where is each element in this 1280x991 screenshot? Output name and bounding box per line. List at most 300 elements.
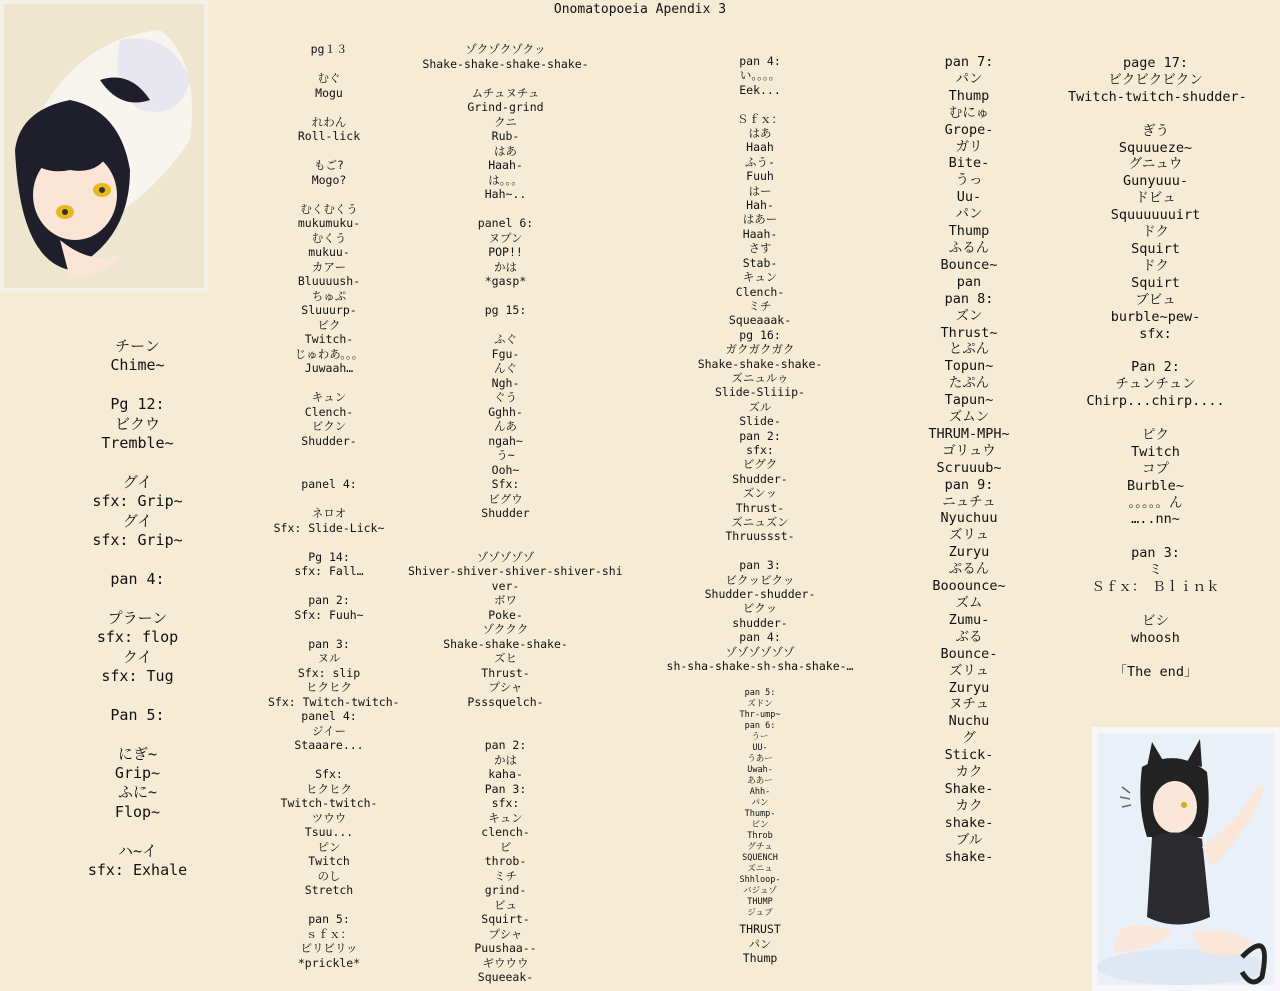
sfx-line: Nuchu (948, 713, 990, 730)
sfx-line: pan 3: (308, 636, 350, 651)
sfx-line: sfx: (746, 442, 774, 457)
sfx-line: Pg 14: (308, 549, 350, 564)
sfx-line: shake- (944, 814, 994, 831)
sfx-line: Throb (747, 831, 773, 841)
sfx-line: kaha- (488, 767, 523, 781)
sfx-line: Hah~.. (484, 187, 527, 201)
sfx-line: ふぐ (494, 332, 517, 346)
sfx-line: ドク (1142, 257, 1169, 274)
sfx-line: Haah (746, 140, 774, 155)
sfx-line: ビン (751, 820, 769, 830)
sfx-line: ngah~ (488, 433, 523, 448)
sfx-line (268, 187, 390, 202)
sfx-line: うー (751, 732, 769, 742)
sfx-line: page 17: (1122, 55, 1189, 71)
sfx-line: ビグク (742, 457, 778, 472)
sfx-line: Scruuub~ (936, 459, 1002, 476)
sfx-line: Tremble~ (101, 434, 174, 453)
sfx-line: ニュチュ (942, 493, 996, 510)
sfx-line: ビ (499, 839, 512, 854)
sfx-line: Gunyuuu- (1122, 173, 1189, 190)
sfx-line: ズリュ (948, 662, 990, 679)
sfx-line: sfx: (1139, 325, 1172, 342)
sfx-line: Tapun~ (944, 392, 994, 409)
sfx-line: プラーン (107, 608, 168, 627)
sfx-line: panel 4: (301, 709, 357, 723)
sfx-line: コプ (1142, 460, 1169, 477)
sfx-line: ズニュ (747, 864, 773, 874)
sfx-line (60, 686, 215, 705)
sfx-line: ver- (491, 578, 520, 593)
sfx-line: pan 6: (744, 721, 776, 731)
sfx-line: ツウウ (311, 810, 347, 825)
sfx-line: ドク (1142, 224, 1169, 241)
sfx-line: whoosh (1131, 629, 1180, 646)
sfx-line: カク (955, 797, 983, 814)
sfx-line (1068, 596, 1243, 613)
sfx-line: んあ (494, 419, 517, 433)
sfx-line: い。。。。 (739, 68, 781, 83)
sfx-line: チュンチュン (1115, 376, 1196, 393)
sfx-line: ミチ (494, 868, 517, 883)
sfx-line: もご? (314, 158, 344, 172)
sfx-line: じゅわあ。。。 (294, 346, 364, 361)
sfx-line: Twitch-twitch- (280, 796, 378, 810)
sfx-line: にぎ~ (117, 744, 158, 763)
sfx-line: Puushaa-- (474, 941, 537, 955)
sfx-line: カアー (311, 259, 347, 274)
sfx-line: はあ (494, 143, 517, 158)
sfx-line: ゾゾゾゾゾ (476, 549, 535, 564)
sfx-line: さす (748, 241, 772, 256)
sfx-line: Squuuuuuirt (1110, 207, 1201, 224)
sfx-line: クニ (494, 114, 517, 129)
sfx-line: Shudder- (301, 433, 357, 448)
sfx-line: ズヒ (494, 651, 517, 665)
sfx-line: はー (748, 183, 772, 198)
sfx-column-4-tail (720, 922, 800, 966)
sfx-line: ビクビクビクン (1108, 71, 1203, 88)
sfx-line: Mogu (315, 85, 343, 100)
sfx-line: ちゅぷ (311, 288, 347, 303)
sfx-line: sfx: Fall… (294, 564, 364, 578)
sfx-line: Sfx: Twitch-twitch- (268, 694, 400, 709)
illustration-art (1092, 727, 1280, 991)
sfx-line (1068, 647, 1243, 664)
sfx-line: ビク (317, 317, 341, 332)
sfx-line: パン (748, 936, 772, 951)
sfx-line: Shiver-shiver-shiver-shiver-shi (408, 564, 623, 578)
sfx-line (268, 376, 390, 391)
sfx-line: は。。。 (488, 172, 523, 187)
sfx-column-1 (60, 337, 215, 880)
sfx-line (60, 822, 215, 841)
sfx-line: プシャ (488, 680, 523, 694)
sfx-line: ブビュ (1135, 291, 1176, 308)
sfx-line: Hah- (746, 198, 774, 213)
sfx-line: キュン (742, 270, 778, 285)
sfx-line: ビリビリッ (300, 941, 358, 955)
sfx-line (660, 544, 860, 558)
sfx-line: ボワ (494, 593, 517, 607)
sfx-line: ズニュルゥ (731, 370, 789, 385)
sfx-line: shake- (944, 848, 994, 865)
sfx-line: Zuryu (948, 679, 990, 696)
sfx-line: ガリ (955, 138, 983, 155)
sfx-line: ビュ (494, 897, 517, 912)
sfx-line: sfx: Tug (101, 666, 174, 685)
sfx-line: ｓｆｘ： (306, 926, 352, 941)
sfx-line: ビシ (1142, 612, 1169, 629)
sfx-line: pan 5: (744, 688, 776, 698)
sfx-line: Nyuchuu (940, 510, 998, 527)
sfx-line: Squeaaak- (728, 313, 792, 328)
sfx-line: Twitch (1131, 443, 1180, 460)
sfx-line: Shake-shake-shake-shake- (422, 56, 589, 71)
sfx-line: ミチ (748, 298, 772, 313)
sfx-line: ふるん (948, 239, 990, 256)
sfx-column-4 (660, 54, 860, 673)
sfx-line (268, 463, 390, 478)
sfx-line: Shake-shake-shake- (443, 636, 568, 651)
sfx-column-2 (268, 42, 400, 970)
sfx-line: ぎう (1142, 122, 1169, 139)
sfx-line: Squirt- (481, 912, 530, 926)
sfx-line: POP!! (488, 245, 523, 259)
sfx-column-4-small (720, 688, 800, 919)
sfx-line: Ｓｆｘ： Ｂｌｉｎｋ (1091, 579, 1220, 596)
sfx-line: Squuueze~ (1118, 139, 1193, 156)
sfx-line: Thrust- (735, 500, 785, 515)
sfx-line (408, 318, 603, 333)
sfx-line (1068, 528, 1243, 545)
sfx-line: ギウウウ (482, 955, 529, 970)
sfx-line: sfx: Grip~ (92, 492, 183, 511)
sfx-line: たぷん (948, 375, 990, 392)
sfx-line: うあー (747, 754, 773, 764)
sfx-line: ゾゾゾゾゾゾ (725, 644, 795, 659)
sfx-line: れわん (311, 114, 347, 129)
sfx-line: Sfx: (491, 477, 520, 491)
sfx-line: かは (494, 259, 517, 274)
sfx-line: Zumu- (948, 611, 990, 628)
sfx-line: グイ (122, 472, 153, 491)
sfx-line: Squeeak- (477, 970, 534, 984)
sfx-line: ピク (1142, 426, 1169, 443)
sfx-line: pan 7: (944, 54, 994, 70)
sfx-line: pg１３ (310, 42, 348, 56)
sfx-line (408, 521, 603, 536)
sfx-line: pg 15: (484, 303, 527, 317)
sfx-line: pan 2: (484, 738, 527, 752)
sfx-line: THRUST (739, 922, 781, 936)
sfx-line (60, 725, 215, 744)
sfx-line: sh-sha-shake-sh-sha-shake-… (666, 659, 854, 674)
sfx-line: Sluuurp- (301, 303, 357, 317)
sfx-line: Thr-ump~ (739, 710, 781, 720)
sfx-line: はあ (748, 126, 772, 141)
sfx-line (660, 97, 860, 111)
sfx-line: Bounce~ (940, 256, 998, 273)
sfx-line: ズム (955, 595, 983, 611)
sfx-line: Thruussst- (725, 529, 795, 544)
sfx-line (60, 453, 215, 472)
sfx-line: Stretch (304, 883, 354, 897)
sfx-line: むくむくう (300, 201, 358, 216)
sfx-line: mukumuku- (297, 216, 361, 230)
sfx-line: ビグウ (488, 491, 523, 506)
sfx-line: ヒクヒク (306, 781, 352, 796)
sfx-line: pan 4: (739, 630, 781, 645)
sfx-line: Ngh- (491, 375, 520, 390)
sfx-line: バジュゾ (743, 886, 777, 896)
sfx-line (268, 144, 390, 159)
sfx-line (60, 376, 215, 395)
sfx-line: Chirp...chirp.... (1086, 393, 1225, 410)
sfx-line: Shhloop- (739, 875, 781, 885)
sfx-line: Stick- (944, 747, 994, 764)
sfx-line: Shudder-shudder- (704, 587, 816, 602)
sfx-line: sfx: Grip~ (92, 531, 183, 550)
sfx-line: カク (955, 764, 983, 781)
sfx-line: ガクガクガク (725, 342, 795, 357)
sfx-line: panel 6: (477, 216, 534, 230)
sfx-line: ふう- (745, 154, 775, 169)
sfx-line: ズドン (747, 699, 773, 709)
sfx-line: Haah- (742, 226, 778, 241)
sfx-line (1068, 106, 1243, 123)
sfx-line: Gghh- (488, 404, 523, 419)
sfx-line: Thump- (744, 809, 776, 819)
sfx-line: Haah- (488, 158, 523, 172)
sfx-line: Stab- (742, 255, 778, 270)
sfx-line (268, 57, 390, 72)
sfx-line: グチュ (747, 842, 773, 852)
sfx-line: Squirt (1131, 274, 1180, 291)
sfx-line: pan 4: (739, 54, 781, 68)
sfx-line: Shake-shake-shake- (697, 356, 823, 371)
sfx-line: Squirt (1131, 240, 1180, 257)
sfx-line: ゾクゾクゾクッ (465, 42, 546, 56)
sfx-line: Bluuuush- (297, 274, 361, 288)
sfx-line: Pan 2: (1131, 359, 1180, 376)
sfx-line (60, 589, 215, 608)
sfx-line: …..nn~ (1131, 511, 1180, 528)
sfx-line: ヒクヒク (306, 680, 352, 694)
sfx-line: sfx: flop (96, 628, 179, 647)
sfx-line: Bounce- (940, 645, 998, 662)
sfx-line: Thrust- (481, 665, 530, 680)
sfx-line: グ (962, 730, 976, 747)
sfx-line: *prickle* (297, 955, 361, 970)
sfx-line (268, 622, 390, 637)
sfx-line: ビクン (311, 419, 347, 433)
sfx-line: Sfx: slip (297, 665, 361, 680)
sfx-line: グニュウ (1128, 156, 1183, 173)
sfx-line: Twitch-twitch-shudder- (1068, 88, 1247, 105)
sfx-line: Rub- (491, 129, 520, 143)
sfx-line: Fgu- (491, 346, 520, 361)
sfx-line: Eek... (739, 82, 781, 97)
sfx-line: ズニュズン (731, 515, 789, 529)
sfx-line: ゴリュウ (942, 442, 996, 459)
sfx-line: Thump (948, 87, 990, 104)
sfx-line: Zuryu (948, 544, 990, 561)
sfx-line: はあー (742, 212, 778, 227)
sfx-line: ぶる (955, 628, 983, 645)
sfx-line: グイ (122, 511, 153, 530)
sfx-line: ズン (955, 307, 983, 324)
sfx-line: Ahh- (749, 787, 771, 797)
sfx-line: Bite- (948, 155, 990, 172)
sfx-line: ピン (317, 839, 341, 854)
sfx-line: ヌル (317, 651, 341, 665)
sfx-line: Sfx: Fuuh~ (294, 607, 364, 622)
sfx-line: UU- (752, 743, 768, 753)
sfx-line: Burble~ (1127, 477, 1184, 494)
sfx-line: Thump (742, 951, 778, 965)
sfx-line: ヌチュ (948, 696, 990, 713)
sfx-line: Pan 3: (484, 781, 527, 796)
catgirl-lying-illustration (0, 0, 208, 292)
sfx-line (268, 535, 390, 550)
sfx-line: ヌプン (488, 230, 523, 245)
sfx-line: Poke- (488, 607, 523, 622)
sfx-line: Roll-lick (297, 129, 361, 143)
sfx-line: throb- (484, 854, 527, 868)
sfx-line: ぐう (494, 390, 517, 404)
sfx-line: ああー (747, 776, 773, 786)
sfx-line: ぷるん (948, 561, 990, 578)
sfx-line (268, 753, 390, 768)
sfx-line: Pg 12: (110, 395, 165, 414)
sfx-line: ブル (955, 831, 983, 848)
sfx-line: pan 4: (110, 569, 165, 588)
sfx-line: Clench- (304, 404, 354, 419)
sfx-line: かは (494, 752, 517, 767)
sfx-line (408, 535, 603, 550)
sfx-line: パン (751, 798, 769, 808)
sfx-line (1068, 410, 1243, 427)
sfx-line: プシャ (488, 926, 523, 941)
sfx-line (408, 724, 603, 739)
sfx-line: sfx: Exhale (87, 860, 188, 879)
sfx-line: Mogo? (311, 172, 347, 187)
sfx-line: Grind-grind (467, 100, 544, 114)
sfx-line (408, 202, 603, 217)
sfx-line: Uu- (956, 189, 982, 206)
sfx-line: ジュブ (747, 908, 773, 918)
sfx-line: ズル (748, 399, 772, 414)
sfx-column-6 (1068, 55, 1247, 681)
sfx-line: むにゅ (948, 104, 990, 121)
sfx-line: panel 4: (301, 477, 357, 491)
sfx-line: pg 16: (739, 327, 781, 342)
sfx-line: Shudder- (732, 471, 788, 486)
sfx-line: pan 5: (308, 912, 350, 926)
sfx-line: ズリュ (948, 527, 990, 544)
sfx-column-5 (910, 54, 1028, 866)
sfx-line: Flop~ (114, 802, 161, 821)
sfx-line (60, 550, 215, 569)
sfx-line: THRUM-MPH~ (928, 425, 1010, 442)
sfx-line: Twitch (308, 854, 350, 868)
sfx-line: むくう (311, 230, 347, 245)
sfx-line: ミ (1148, 562, 1163, 579)
sfx-line: Grope- (944, 121, 994, 138)
sfx-line: pan 3: (1131, 545, 1180, 562)
sfx-column-3 (408, 42, 623, 985)
sfx-line: SQUENCH (742, 853, 778, 863)
sfx-line: Grip~ (114, 763, 161, 782)
sfx-line: pan (956, 273, 982, 290)
sfx-line (268, 579, 390, 594)
sfx-line: ビクッビクッ (725, 572, 795, 587)
sfx-line: Ooh~ (491, 462, 520, 477)
sfx-line: ジイー (312, 723, 346, 738)
sfx-line (408, 71, 603, 86)
sfx-line: Slide-Sliiip- (714, 385, 805, 400)
sfx-line: Slide- (739, 414, 781, 429)
sfx-line: Juwaah… (304, 361, 354, 375)
sfx-line: Ｓｆｘ： (737, 111, 783, 126)
sfx-line: Shake- (944, 780, 994, 797)
sfx-line: Shudder (481, 506, 530, 520)
sfx-line: Psssquelch- (467, 694, 544, 709)
sfx-line (268, 492, 390, 507)
sfx-line: うっ (955, 172, 983, 189)
sfx-line: Staaare... (294, 738, 364, 752)
sfx-line: Tsuu... (304, 825, 354, 839)
sfx-line: Thrust~ (940, 324, 998, 341)
sfx-line: THUMP (747, 897, 773, 907)
sfx-line: 。。。。。ん (1128, 494, 1183, 511)
sfx-line: パン (955, 70, 983, 87)
sfx-line: clench- (481, 825, 530, 839)
sfx-line: ズンッ (742, 486, 778, 501)
sfx-line: ドビュ (1135, 190, 1176, 207)
catgirl-sitting-illustration (1092, 727, 1280, 991)
illustration-art (0, 0, 208, 292)
sfx-line: むぐ (317, 71, 341, 85)
sfx-line: ネロオ (311, 506, 347, 520)
sfx-line: sfx: (491, 796, 520, 810)
sfx-line: クイ (122, 647, 153, 666)
sfx-line: Sfx: (315, 767, 343, 781)
sfx-line: Pan 5: (110, 705, 165, 724)
sfx-line: pan 9: (944, 476, 994, 493)
sfx-line: ハ~イ (117, 841, 158, 860)
sfx-line (1068, 342, 1243, 359)
sfx-line: んぐ (494, 361, 517, 375)
sfx-line: grind- (484, 883, 527, 897)
sfx-line (408, 709, 603, 724)
sfx-line (268, 100, 390, 115)
sfx-line: キュン (311, 390, 347, 404)
sfx-line: Fuuh (746, 169, 774, 184)
sfx-line (268, 898, 390, 913)
sfx-line: Sfx: Slide-Lick~ (273, 520, 385, 535)
sfx-line: ビクウ (114, 414, 160, 433)
sfx-line: pan 2: (308, 593, 350, 607)
sfx-line: shudder- (732, 615, 788, 630)
sfx-line: パン (955, 206, 983, 223)
sfx-line: Thump (948, 223, 990, 240)
sfx-line: *gasp* (484, 274, 527, 288)
sfx-line: pan 8: (944, 290, 994, 307)
sfx-line: ゾククク (482, 622, 529, 636)
sfx-line: のし (317, 868, 341, 883)
